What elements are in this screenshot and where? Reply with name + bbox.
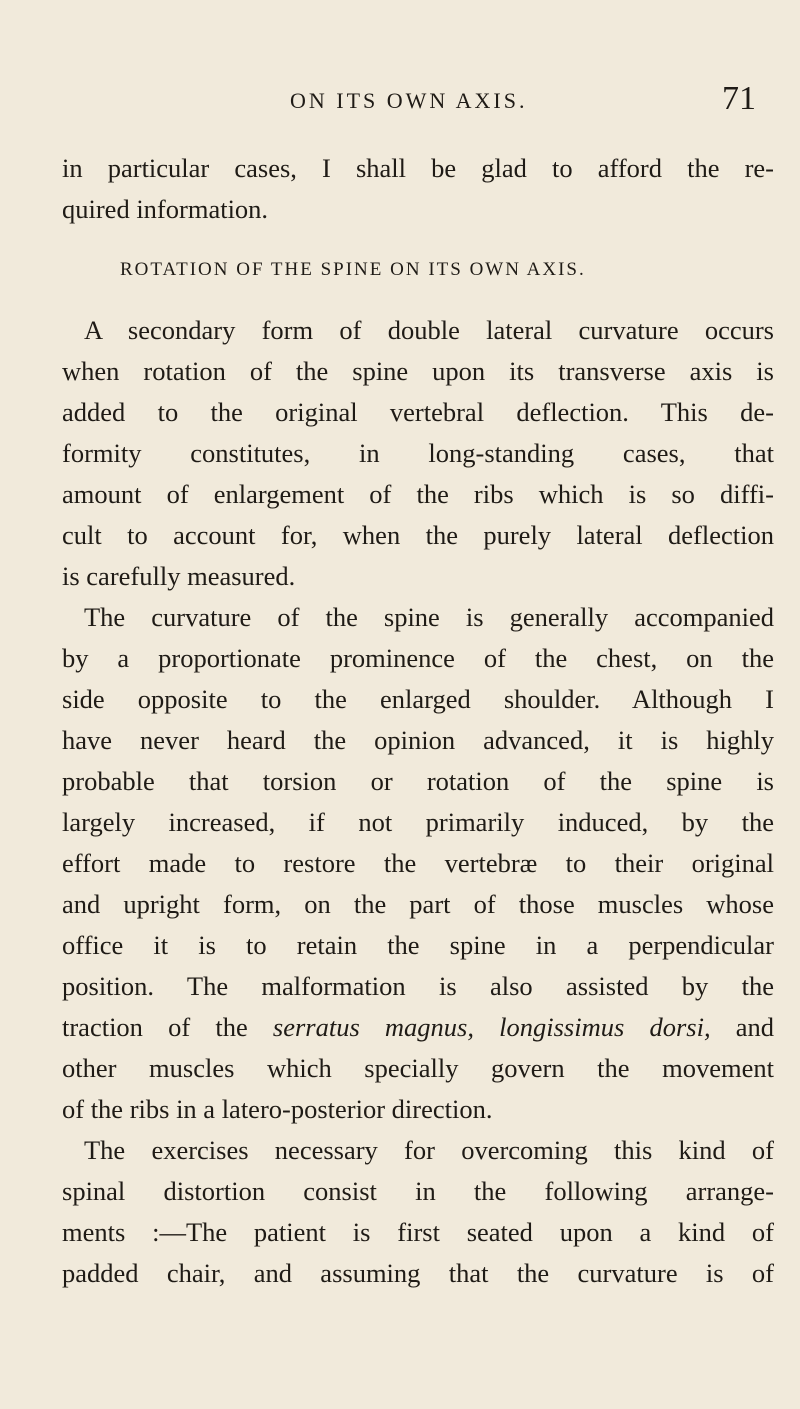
text-line: position. The malformation is also assisted by the [62, 971, 774, 1001]
text-line: and upright form, on the part of those muscles whose [62, 889, 774, 919]
text-line: effort made to restore the vertebræ to their original [62, 848, 774, 878]
text-line: is carefully measured. [62, 561, 296, 591]
text-segment: traction of the [62, 1012, 273, 1042]
text-line: have never heard the opinion advanced, it is highly [62, 725, 774, 755]
text-line: probable that torsion or rotation of the spine is [62, 766, 774, 796]
running-title: ON ITS OWN AXIS. [290, 88, 528, 113]
text-line: padded chair, and assuming that the curvature is of [62, 1258, 774, 1288]
text-line: The curvature of the spine is generally accompanied [84, 602, 774, 632]
text-line: formity constitutes, in long-standing cases, that [62, 438, 774, 468]
text-line: largely increased, if not primarily induced, by the [62, 807, 774, 837]
text-line: of the ribs in a latero-posterior direction. [62, 1094, 493, 1124]
text-line: added to the original vertebral deflection. This de- [62, 397, 774, 427]
text-line: side opposite to the enlarged shoulder. Although I [62, 684, 774, 714]
text-segment: and [710, 1012, 774, 1042]
running-head [0, 80, 800, 128]
page-number: 71 [722, 80, 756, 117]
text-line: A secondary form of double lateral curvature occurs [84, 315, 774, 345]
text-line: cult to account for, when the purely lateral deflection [62, 520, 774, 550]
text-line: in particular cases, I shall be glad to afford the re- [62, 153, 774, 183]
text-line: spinal distortion consist in the following arrange- [62, 1176, 774, 1206]
body-text [62, 148, 774, 1294]
text-line: ments :—The patient is first seated upon a kind of [62, 1217, 774, 1247]
text-line: quired information. [62, 194, 269, 224]
text-line: by a proportionate prominence of the chest, on the [62, 643, 774, 673]
text-line: The exercises necessary for overcoming this kind of [84, 1135, 774, 1165]
italic-latin-terms: serratus magnus, longissimus dorsi, [272, 1012, 711, 1042]
text-line: when rotation of the spine upon its transverse axis is [62, 356, 774, 386]
text-line: office it is to retain the spine in a perpendicular [62, 930, 774, 960]
text-line: amount of enlargement of the ribs which is so diffi- [62, 479, 774, 509]
section-heading: ROTATION OF THE SPINE ON ITS OWN AXIS. [120, 259, 586, 280]
text-line-with-italics [62, 1007, 774, 1048]
text-line: other muscles which specially govern the movement [62, 1053, 774, 1083]
